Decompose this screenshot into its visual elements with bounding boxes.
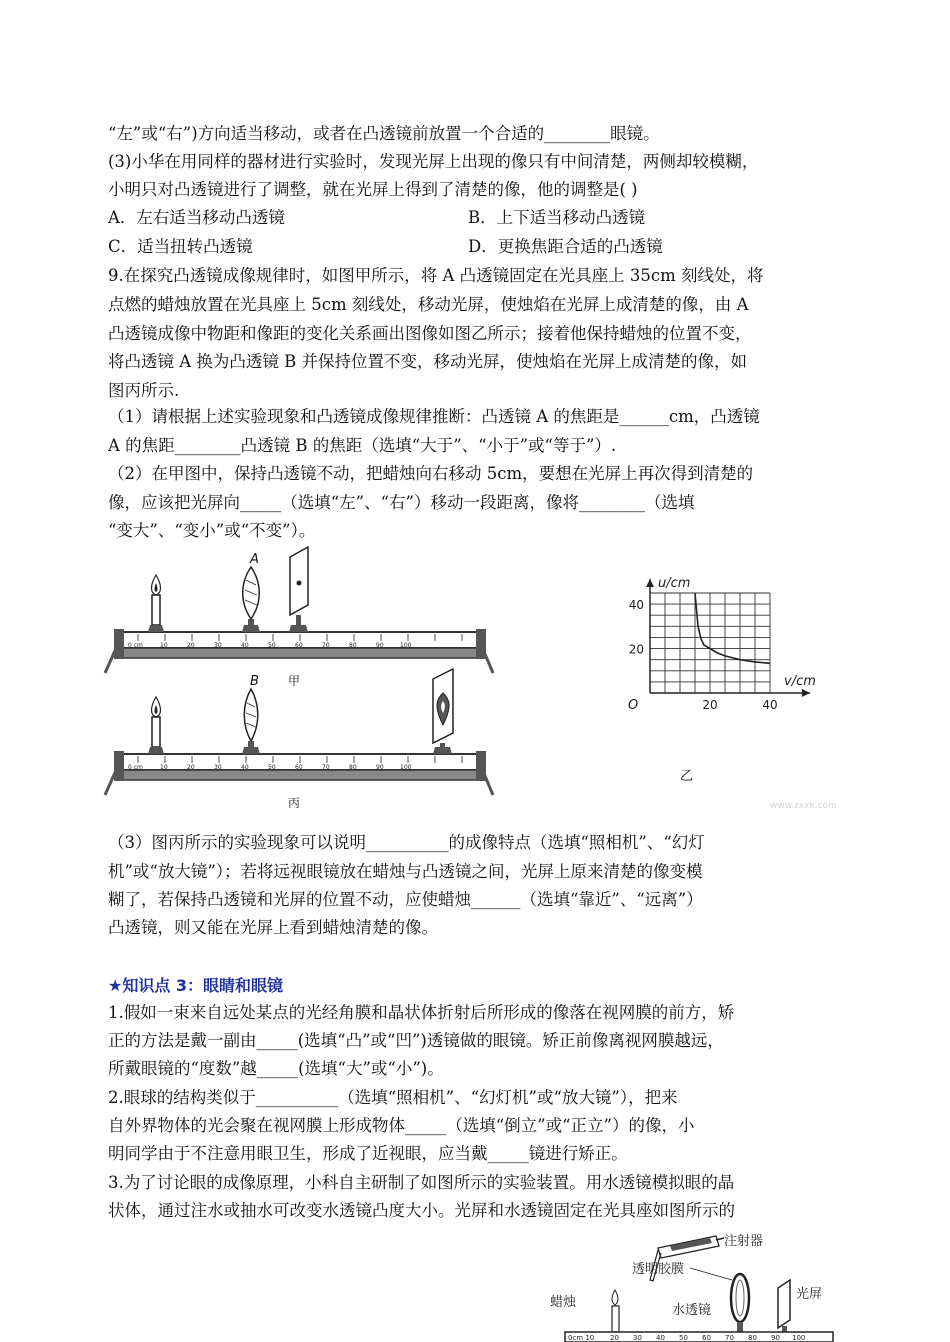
lens-a-label: A [250,552,259,567]
tick-label: 50 [679,1334,688,1342]
s3-line-3: 所戴眼镜的“度数”越_____(选填“大”或“小”)。 [108,1059,444,1078]
tick-label: 20 [187,764,195,771]
q9-line-5: 图丙所示. [108,381,180,400]
tick-label: 100 [400,764,412,771]
tick-label: 50 [268,642,276,649]
q9-line-6: （1）请根据上述实验现象和凸透镜成像规律推断：凸透镜 A 的焦距是______cm，凸透镜 [108,407,760,426]
chart-grid [650,593,770,693]
uv-chart [612,565,832,755]
syringe-label: 注射器 [724,1234,764,1249]
q9-line-8: （2）在甲图中，保持凸透镜不动，把蜡烛向右移动 5cm，要想在光屏上再次得到清楚的 [108,464,754,483]
s3-line-8: 状体，通过注水或抽水可改变水透镜凸度大小。光屏和水透镜固定在光具座如图所示的 [108,1201,735,1220]
watermark: www.zxxk.com [770,801,837,811]
tick-label: 30 [214,764,222,771]
y-tick-label: 40 [628,598,644,613]
candle-2 [148,697,164,754]
q8-line-1: “左”或“右”)方向适当移动，或者在凸透镜前放置一个合适的________眼镜。 [108,124,660,143]
q9-3-line-3: 糊了，若保持凸透镜和光屏的位置不动，应使蜡烛______（选填“靠近”、“远离”） [108,890,703,909]
bench-jia [105,547,493,688]
tick-label: 40 [241,642,249,649]
lens-b-label: B [250,674,259,689]
label-jia: 甲 [288,674,301,688]
x-tick-label: 20 [702,698,718,712]
candle-3 [612,1290,619,1332]
q9-3-line-2: 机”或“放大镜”）；若将远视眼镜放在蜡烛与凸透镜之间，光屏上原来清楚的像变模 [108,862,703,881]
s3-line-7: 3.为了讨论眼的成像原理，小科自主研制了如图所示的实验装置。用水透镜模拟眼的晶 [108,1173,735,1192]
membrane-label: 透明胶膜 [632,1262,685,1277]
bench-base [120,648,480,658]
screen [289,547,308,632]
tick-label: 90 [376,764,384,771]
s3-line-1: 1.假如一束来自远处某点的光经角膜和晶状体折射后所形成的像落在视网膜的前方，矫 [108,1003,735,1022]
candle-label: 蜡烛 [550,1295,577,1310]
tick-label: 10 [160,642,168,649]
s3-line-2: 正的方法是戴一副由_____(选填“凸”或“凹”)透镜做的眼镜。矫正前像离视网膜越远， [108,1031,724,1050]
screen-3 [778,1280,790,1332]
tick-label: 40 [241,764,249,771]
option-d: D．更换焦距合适的凸透镜 [468,237,663,256]
tick-label: 80 [349,764,357,771]
q9-line-3: 凸透镜成像中物距和像距的变化关系画出图像如图乙所示；接着他保持蜡烛的位置不变， [108,324,752,343]
label-bing: 丙 [288,796,301,810]
q9-line-10: “变大”、“变小”或“不变”）。 [108,521,316,540]
origin-label: O [628,698,639,713]
s3-line-4: 2.眼球的结构类似于__________（选填“照相机”、“幻灯机”或“放大镜”），把来 [108,1088,678,1107]
tick-label: 40 [656,1334,665,1342]
water-lens-figure [540,1228,840,1342]
screen-label: 光屏 [796,1287,823,1302]
chart-series-line [695,593,770,663]
tick-label: 60 [702,1334,711,1342]
option-c: C．适当扭转凸透镜 [108,237,253,256]
label-yi: 乙 [680,769,694,784]
tick-label: 70 [725,1334,734,1342]
tick-label: 80 [748,1334,757,1342]
bench-unit: 0 cm [128,642,143,649]
bench-bing [105,669,493,810]
q9-line-4: 将凸透镜 A 换为凸透镜 B 并保持位置不变，移动光屏，使烛焰在光屏上成清楚的像，如 [108,352,748,371]
tick-label: 70 [322,764,330,771]
s3-line-5: 自外界物体的光会聚在视网膜上形成物体_____（选填“倒立”或“正立”）的像，小 [108,1116,695,1135]
q8-line-3: 小明只对凸透镜进行了调整，就在光屏上得到了清楚的像，他的调整是( ) [108,180,638,199]
optical-bench-figure [100,545,500,820]
section-3-title: ★知识点 3：眼睛和眼镜 [108,976,284,995]
tick-label: 100 [792,1334,806,1342]
water-lens [731,1274,749,1332]
tick-label: 30 [214,642,222,649]
tick-label: 20 [187,642,195,649]
q9-3-line-4: 凸透镜，则又能在光屏上看到蜡烛清楚的像。 [108,918,438,937]
y-axis-arrow [646,579,654,587]
y-tick-label: 20 [628,642,644,657]
q9-line-7: A 的焦距________凸透镜 B 的焦距（选填“大于”、“小于”或“等于”）. [108,436,617,455]
x-axis-arrow [802,689,810,697]
option-b: B．上下适当移动凸透镜 [468,208,646,227]
tick-label: 90 [376,642,384,649]
q9-line-1: 9.在探究凸透镜成像规律时，如图甲所示，将 A 凸透镜固定在光具座上 35cm 刻线处，将 [108,266,764,285]
q9-3-line-1: （3）图丙所示的实验现象可以说明__________的成像特点（选填“照相机”、“幻灯 [108,833,705,852]
tick-label: 20 [610,1334,619,1342]
q9-line-2: 点燃的蜡烛放置在光具座上 5cm 刻线处，移动光屏，使烛焰在光屏上成清楚的像，由 A [108,295,749,314]
tick-label: 100 [400,642,412,649]
s3-line-6: 明同学由于不注意用眼卫生，形成了近视眼，应当戴_____镜进行矫正。 [108,1144,628,1163]
bench-end-right [476,629,486,659]
tick-label: 10 [160,764,168,771]
screen-2 [433,669,453,754]
bench-unit-2: 0 cm [128,764,143,771]
lens-b [242,689,260,754]
option-a: A．左右适当移动凸透镜 [108,208,285,227]
tick-label: 50 [268,764,276,771]
bench-end-left [114,629,124,659]
tick-label: 0cm 10 [568,1334,595,1342]
tick-label: 90 [771,1334,780,1342]
tick-label: 60 [295,764,303,771]
q9-line-9: 像，应该把光屏向_____（选填“左”、“右”）移动一段距离，像将________（选填 [108,493,695,512]
x-axis-label: v/cm [784,674,816,689]
tick-label: 30 [633,1334,642,1342]
candle [148,575,164,632]
y-axis-label: u/cm [658,576,691,591]
tick-label: 70 [322,642,330,649]
x-tick-label: 40 [762,698,778,712]
q8-line-2: (3)小华在用同样的器材进行实验时，发现光屏上出现的像只有中间清楚，两侧却较模糊， [108,152,759,171]
water-lens-label: 水透镜 [672,1303,712,1318]
lens-a [242,567,260,632]
tick-label: 80 [349,642,357,649]
tick-label: 60 [295,642,303,649]
